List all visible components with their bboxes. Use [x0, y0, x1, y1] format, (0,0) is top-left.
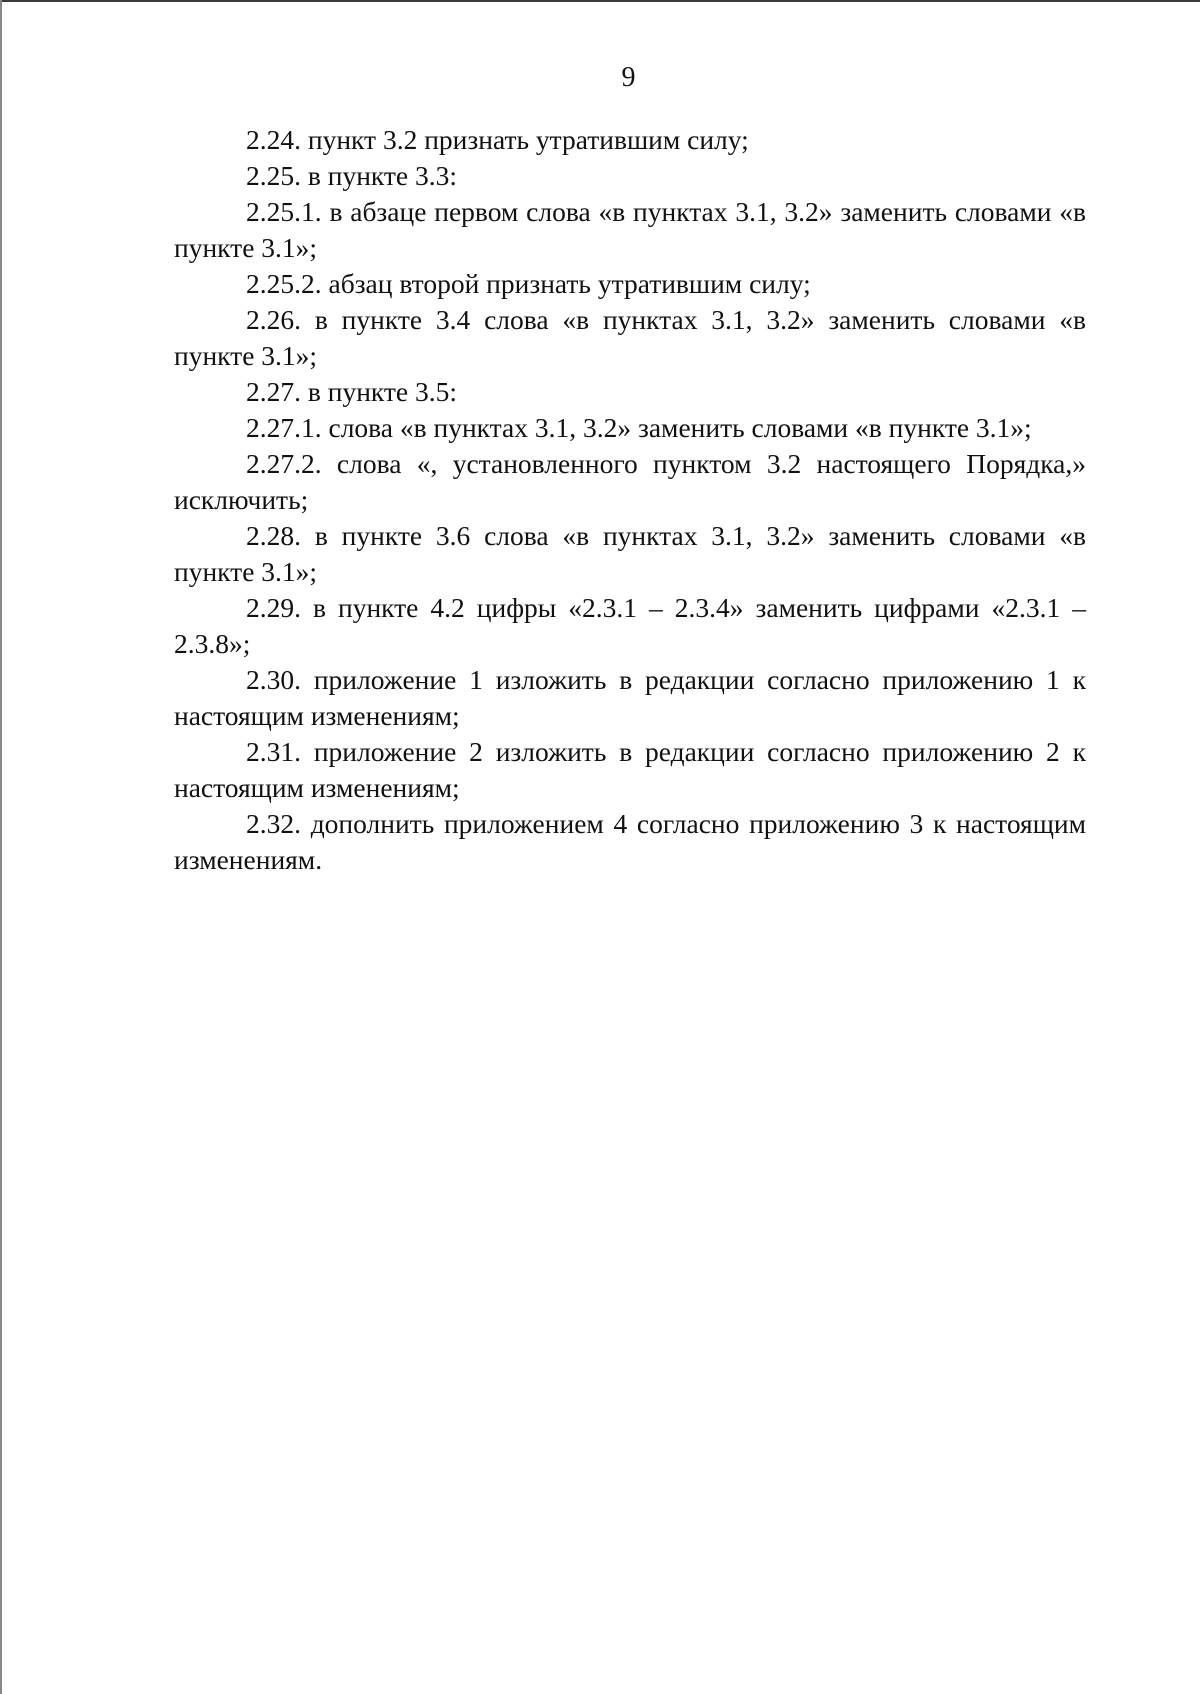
paragraph-2-27-1: 2.27.1. слова «в пунктах 3.1, 3.2» заменить словами «в пункте 3.1»;	[246, 412, 1032, 443]
scan-edge-top	[0, 0, 1200, 2]
paragraph-2-25-1: 2.25.1. в абзаце первом слова «в пунктах 3.1, 3.2» заменить словами «в пункте 3.1»;	[174, 196, 1086, 263]
paragraph-2-28: 2.28. в пункте 3.6 слова «в пунктах 3.1, 3.2» заменить словами «в пункте 3.1»;	[174, 520, 1086, 587]
scan-edge-left	[0, 0, 2, 1694]
paragraph-2-26: 2.26. в пункте 3.4 слова «в пунктах 3.1, 3.2» заменить словами «в пункте 3.1»;	[174, 304, 1086, 371]
paragraph-2-27: 2.27. в пункте 3.5:	[246, 376, 458, 407]
paragraph-2-27-2: 2.27.2. слова «, установленного пунктом 3.2 настоящего Порядка,» исключить;	[174, 448, 1086, 515]
paragraph-2-25: 2.25. в пункте 3.3:	[246, 160, 458, 191]
paragraph-2-25-2: 2.25.2. абзац второй признать утратившим силу;	[246, 268, 811, 299]
paragraph-2-32: 2.32. дополнить приложением 4 согласно приложению 3 к настоящим изменениям.	[174, 808, 1086, 875]
paragraph-2-29: 2.29. в пункте 4.2 цифры «2.3.1 – 2.3.4» заменить цифрами «2.3.1 – 2.3.8»;	[174, 592, 1086, 659]
paragraph-2-24: 2.24. пункт 3.2 признать утратившим силу;	[246, 124, 749, 155]
paragraph-2-31: 2.31. приложение 2 изложить в редакции согласно приложению 2 к настоящим изменениям;	[174, 736, 1086, 803]
document-body	[174, 122, 1086, 878]
paragraph-2-30: 2.30. приложение 1 изложить в редакции согласно приложению 1 к настоящим изменениям;	[174, 664, 1086, 731]
page-number: 9	[621, 62, 636, 93]
